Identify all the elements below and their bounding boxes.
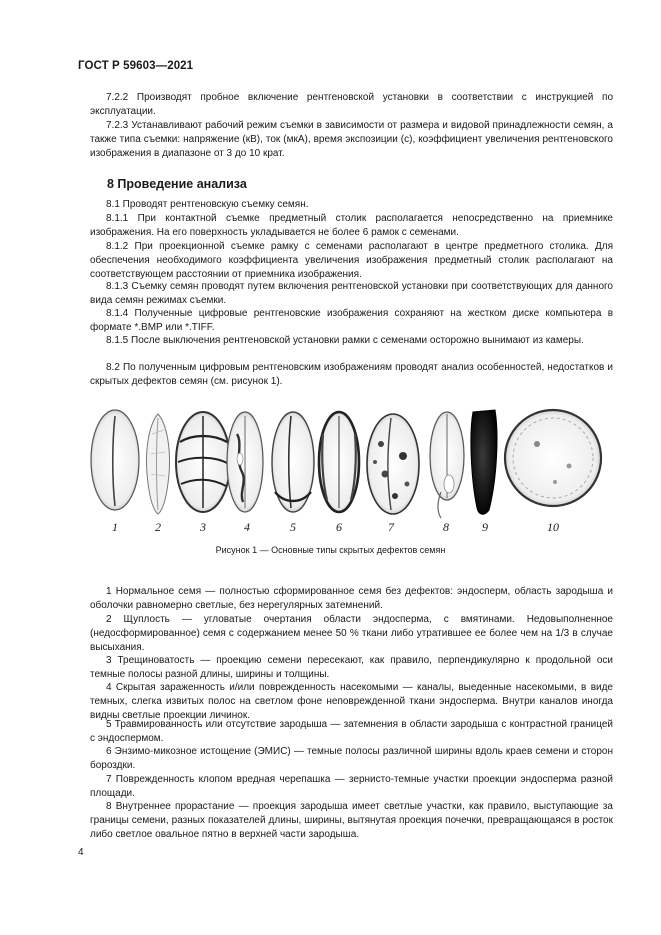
- paragraph: 7.2.2 Производят пробное включение рентгеновской установки в соответствии с инструкцией по эксплуатации.: [90, 92, 613, 118]
- figure-label-8: 8: [443, 520, 449, 534]
- figure-label-9: 9: [482, 520, 488, 534]
- figure-label-2: 2: [155, 520, 161, 534]
- seed-defects-figure: [85, 404, 615, 544]
- paragraph: 8.1.1 При контактной съемке предметный столик располагается непосредственно на приемнике изображения. На его поверхность укладывается не более 6 рамок с семенами.: [90, 213, 613, 239]
- seed-image-7: [367, 414, 419, 514]
- seed-image-2: [146, 414, 169, 514]
- seed-image-9: [471, 410, 497, 514]
- paragraph: 6 Энзимо-микозное истощение (ЭМИС) — темные полосы различной ширины вдоль краев семени и сторон бороздки.: [90, 746, 613, 772]
- figure-label-6: 6: [336, 520, 342, 534]
- paragraph: 1 Нормальное семя — полностью сформированное семя без дефектов: эндосперм, область зародыша и оболочки равномерно светлые, без нерегулярных затемнений.: [90, 586, 613, 612]
- figure-label-1: 1: [112, 520, 118, 534]
- seed-image-3: [176, 412, 230, 512]
- paragraph: 7 Поврежденность клопом вредная черепашка — зернисто-темные участки проекции эндосперма разной площади.: [90, 774, 613, 800]
- figure-caption: Рисунок 1 — Основные типы скрытых дефектов семян: [215, 545, 446, 555]
- figure-label-7: 7: [388, 520, 394, 534]
- figure-label-10: 10: [547, 520, 559, 534]
- figure-label-5: 5: [290, 520, 296, 534]
- seed-image-10: [505, 410, 601, 506]
- paragraph: 8.2 По полученным цифровым рентгеновским изображениям проводят анализ особенностей, недостатков и скрытых дефектов семян (см. рисунок 1).: [90, 362, 613, 388]
- paragraph: 8 Внутреннее прорастание — проекция зародыша имеет светлые участки, как правило, выступающие за границы семени, разных показателей длины, ширины, вытянутая проекция почечки, превращающаяся в росток либо светлое овальное пятно в верхней части зародыша.: [90, 801, 613, 841]
- paragraph: 4 Скрытая зараженность и/или поврежденность насекомыми — каналы, выеденные насекомыми, в виде темных, слегка извитых полос на светлом фоне неповрежденной ткани эндосперма. Внутри каналов иногда видны светлые проекции личинок.: [90, 682, 613, 722]
- paragraph: 3 Трещиноватость — проекцию семени пересекают, как правило, перпендикулярно к продольной оси темные полосы разной длины, ширины и толщины.: [90, 655, 613, 681]
- figure-label-3: 3: [200, 520, 206, 534]
- paragraph: 8.1.4 Полученные цифровые рентгеновские изображения сохраняют на жестком диске компьютера в формате *.BMP или *.TIFF.: [90, 308, 613, 334]
- paragraph: 5 Травмированность или отсутствие зародыша — затемнения в области зародыша с контрастной границей с эндоспермом.: [90, 719, 613, 745]
- figure-label-4: 4: [244, 520, 250, 534]
- paragraph: 7.2.3 Устанавливают рабочий режим съемки в зависимости от размера и видовой принадлежности семян, а также типа съемки: напряжение (кВ), ток (мкА), время экспозиции (с), коэффициент увеличения рентгеновского изображения в диапазоне от 3 до 10 крат.: [90, 120, 613, 160]
- seed-image-6: [319, 412, 359, 512]
- paragraph: 8.1 Проводят рентгеновскую съемку семян.: [106, 199, 309, 210]
- document-header: ГОСТ Р 59603—2021: [78, 60, 194, 72]
- page-number: 4: [78, 847, 84, 858]
- paragraph: 2 Щуплость — угловатые очертания области эндосперма, с вмятинами. Недовыполненное (недосформированное) семя с содержанием менее 50 % ткани либо утратившее ее более чем на 1/3 в случае высыхания.: [90, 614, 613, 654]
- seed-image-4: [227, 412, 263, 512]
- seed-xray-images: [85, 404, 615, 524]
- seed-image-1: [91, 410, 139, 510]
- paragraph: 8.1.5 После выключения рентгеновской установки рамки с семенами осторожно вынимают из камеры.: [106, 335, 584, 346]
- seed-image-5: [272, 412, 314, 512]
- paragraph: 8.1.3 Съемку семян проводят путем включения рентгеновской установки при соответствующих для данного вида семян режимах съемки.: [90, 281, 613, 307]
- section-title: 8 Проведение анализа: [107, 177, 247, 191]
- seed-image-8: [430, 412, 464, 518]
- paragraph: 8.1.2 При проекционной съемке рамку с семенами располагают в центре предметного столика. Для обеспечения необходимого коэффициента увеличения изображения предметный столик располагают на соответствующем расстоянии от приемника изображения.: [90, 241, 613, 281]
